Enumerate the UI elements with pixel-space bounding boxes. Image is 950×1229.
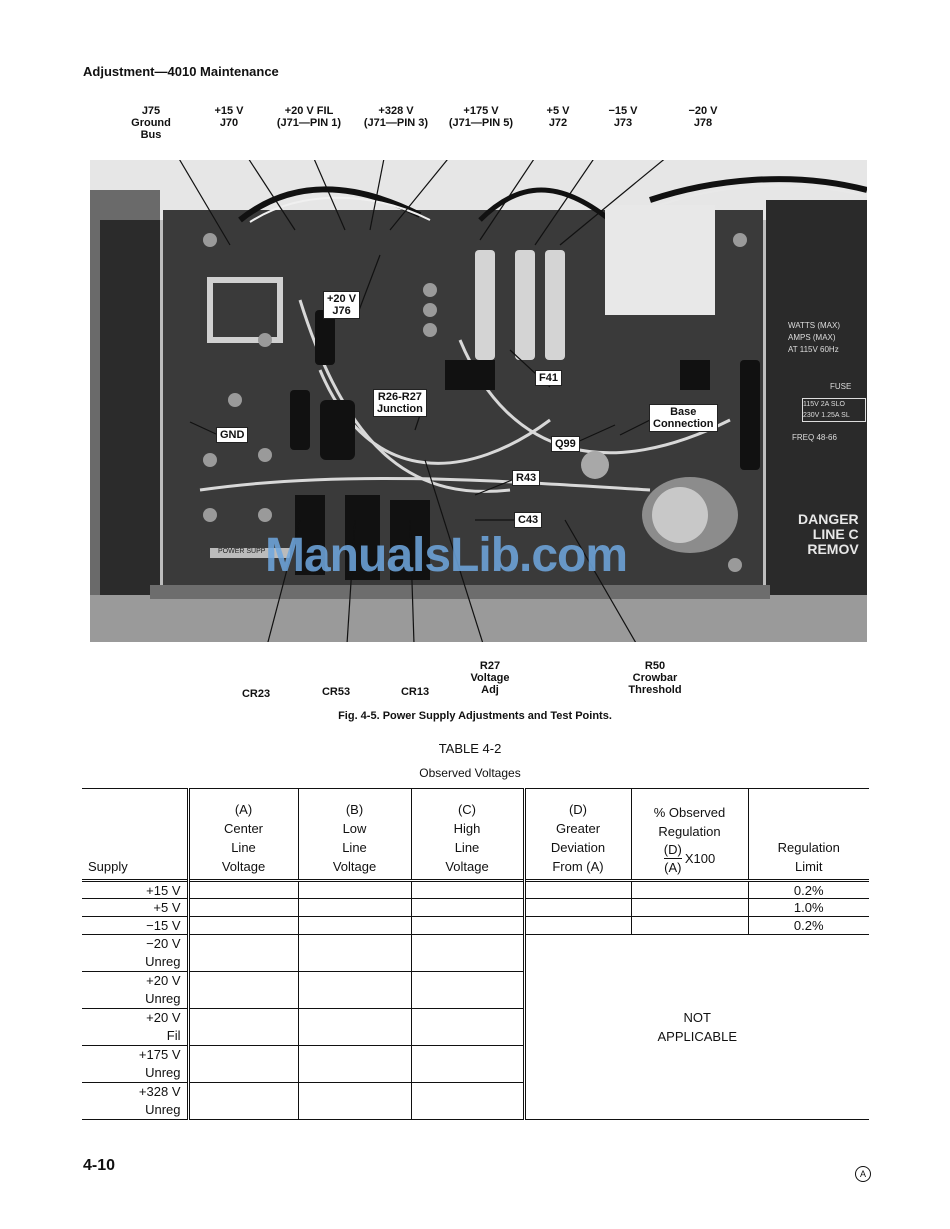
- label-line: J70: [219, 117, 239, 129]
- blank-cell: [411, 899, 524, 917]
- supply-line: +20 V: [146, 973, 181, 988]
- label-line: Threshold: [628, 684, 682, 696]
- callout-f41: F41: [535, 370, 562, 386]
- label-r50-crowbar-threshold: [628, 660, 681, 696]
- label-line: CR23: [241, 688, 271, 700]
- supply-line: −20 V: [146, 936, 181, 951]
- callout-q99: Q99: [551, 436, 580, 452]
- label-15v-j70: [214, 105, 243, 129]
- header-line: Regulation: [777, 840, 840, 855]
- callout-r43: R43: [512, 470, 540, 486]
- label-line: +20 V FIL: [284, 105, 334, 117]
- header-line: Limit: [795, 859, 823, 874]
- label-line: +5 V: [546, 105, 570, 117]
- supply-cell: [82, 1009, 188, 1046]
- blank-cell: [631, 917, 748, 935]
- label-cr23: [242, 688, 270, 700]
- header-line: Voltage: [445, 859, 489, 874]
- plate-text: DANGER: [798, 511, 859, 527]
- supply-cell: [82, 935, 188, 972]
- callout-line: Connection: [653, 418, 714, 430]
- label-line: R50: [644, 660, 666, 672]
- col-percent-regulation: [631, 789, 748, 881]
- blank-cell: [298, 881, 411, 899]
- header-line: Greater: [555, 821, 601, 836]
- callout-line: Junction: [377, 403, 423, 415]
- header-line: Line: [231, 840, 256, 855]
- label-line: +15 V: [214, 105, 244, 117]
- header-line: (B): [345, 802, 364, 817]
- callout-base-connection: [649, 404, 718, 432]
- blank-cell: [188, 917, 298, 935]
- header-line: % Observed: [653, 805, 726, 820]
- page-header: Adjustment—4010 Maintenance: [83, 64, 279, 79]
- blank-cell: [298, 899, 411, 917]
- supply-line: Unreg: [145, 1065, 181, 1080]
- label-line: Crowbar: [632, 672, 678, 684]
- blank-cell: [298, 917, 411, 935]
- header-line: Center: [223, 821, 264, 836]
- label-cr53: [322, 686, 350, 698]
- blank-cell: [411, 972, 524, 1009]
- supply-cell: [82, 1046, 188, 1083]
- label-20v-fil: [277, 105, 341, 129]
- plate-text: 115V 2A SLO: [803, 401, 845, 408]
- watermark: ManualsLib.com: [265, 529, 628, 582]
- label-line: −20 V: [688, 105, 718, 117]
- multiplier: X100: [684, 851, 716, 866]
- label-line: +175 V: [463, 105, 499, 117]
- col-center-line-voltage: [188, 789, 298, 881]
- supply-cell: +15 V: [82, 881, 188, 899]
- na-line: NOT: [683, 1010, 711, 1025]
- blank-cell: [188, 1083, 298, 1120]
- blank-cell: [188, 935, 298, 972]
- revision-mark: A: [855, 1166, 871, 1182]
- col-low-line-voltage: [298, 789, 411, 881]
- label-j75-ground-bus: [131, 105, 171, 141]
- supply-line: Unreg: [145, 991, 181, 1006]
- header-line: Voltage: [221, 859, 266, 874]
- danger-label: [798, 512, 859, 557]
- callout-line: R26-R27: [377, 391, 422, 403]
- label-line: J72: [548, 117, 568, 129]
- figure-caption: Fig. 4-5. Power Supply Adjustments and Test Points.: [338, 710, 612, 722]
- label-line: (J71—PIN 5): [448, 117, 514, 129]
- freq-text: FREQ 48-66: [792, 433, 837, 442]
- blank-cell: [411, 881, 524, 899]
- table-subtitle: Observed Voltages: [419, 766, 521, 780]
- col-supply: Supply: [82, 789, 188, 881]
- header-line: Low: [342, 821, 367, 836]
- label-line: CR53: [321, 686, 351, 698]
- table-row: [82, 935, 869, 972]
- label-line: Voltage: [470, 672, 510, 684]
- page-number: 4-10: [83, 1157, 116, 1174]
- label-line: J78: [693, 117, 713, 129]
- label-175v: [449, 105, 513, 129]
- header-line: (A): [234, 802, 253, 817]
- label-line: J75: [141, 105, 161, 117]
- supply-line: Unreg: [145, 1102, 181, 1117]
- label-line: Bus: [140, 129, 162, 141]
- blank-cell: [631, 881, 748, 899]
- label-line: R27: [479, 660, 501, 672]
- blank-cell: [298, 1009, 411, 1046]
- table-title: TABLE 4-2: [438, 741, 502, 756]
- supply-line: Fil: [166, 1028, 181, 1043]
- callout-c43: C43: [514, 512, 542, 528]
- callout-line: Base: [670, 406, 697, 418]
- rating-plate: [788, 320, 840, 356]
- col-greater-deviation: [524, 789, 631, 881]
- supply-line: Unreg: [145, 954, 181, 969]
- plate-text: AT 115V 60Hz: [788, 345, 839, 354]
- na-line: APPLICABLE: [657, 1029, 737, 1044]
- percent-formula: [638, 841, 742, 876]
- callout-j76: [323, 291, 360, 319]
- label-328v: [364, 105, 428, 129]
- label-line: Ground: [131, 117, 171, 129]
- label-5v-j72: [547, 105, 570, 129]
- blank-cell: [188, 899, 298, 917]
- label-line: Adj: [481, 684, 499, 696]
- col-high-line-voltage: [411, 789, 524, 881]
- header-line: From (A): [552, 859, 604, 874]
- plate-text: WATTS (MAX): [788, 321, 840, 330]
- callout-line: +20 V: [327, 293, 357, 305]
- label-line: (J71—PIN 1): [276, 117, 342, 129]
- supply-cell: [82, 1083, 188, 1120]
- header-line: Regulation: [658, 824, 721, 839]
- blank-cell: [188, 881, 298, 899]
- blank-cell: [411, 1009, 524, 1046]
- plate-text: 230V 1.25A SL: [803, 412, 850, 419]
- header-line: Line: [454, 840, 480, 855]
- label-r27-voltage-adj: [471, 660, 510, 696]
- table-row: [82, 881, 869, 899]
- header-line: Deviation: [550, 840, 606, 855]
- fraction-denominator: (A): [664, 860, 682, 875]
- callout-gnd: GND: [216, 427, 248, 443]
- plate-text: REMOV: [807, 541, 859, 557]
- fraction-numerator: (D): [663, 842, 682, 857]
- not-applicable-cell: [524, 935, 869, 1120]
- callout-r26-r27-junction: [373, 389, 427, 417]
- header-line: High: [453, 821, 481, 836]
- blank-cell: [411, 1046, 524, 1083]
- supply-line: +328 V: [138, 1084, 181, 1099]
- blank-cell: [188, 1009, 298, 1046]
- blank-cell: [631, 899, 748, 917]
- label-line: (J71—PIN 3): [363, 117, 429, 129]
- header-line: Line: [342, 840, 367, 855]
- fraction: [664, 841, 682, 876]
- limit-cell: 1.0%: [793, 900, 824, 915]
- supply-line: +20 V: [146, 1010, 181, 1025]
- label-minus20v-j78: [688, 105, 717, 129]
- blank-cell: [298, 935, 411, 972]
- label-cr13: [401, 686, 429, 698]
- table-row: [82, 899, 869, 917]
- blank-cell: [188, 1046, 298, 1083]
- blank-cell: [411, 1083, 524, 1120]
- blank-cell: [298, 1083, 411, 1120]
- blank-cell: [298, 972, 411, 1009]
- supply-cell: −15 V: [82, 917, 188, 935]
- table-row: [82, 917, 869, 935]
- blank-cell: [524, 917, 631, 935]
- blank-cell: [411, 935, 524, 972]
- supply-cell: +5 V: [82, 899, 188, 917]
- supply-line: +175 V: [138, 1047, 181, 1062]
- label-line: −15 V: [608, 105, 638, 117]
- board-label: POWER SUPP: [218, 548, 266, 555]
- plate-text: LINE C: [812, 526, 859, 542]
- label-minus15v-j73: [608, 105, 637, 129]
- callout-line: J76: [332, 305, 351, 317]
- blank-cell: [524, 899, 631, 917]
- blank-cell: [298, 1046, 411, 1083]
- label-line: +328 V: [378, 105, 414, 117]
- blank-cell: [524, 881, 631, 899]
- header-line: (C): [457, 802, 477, 817]
- observed-voltages-table: [82, 788, 869, 1120]
- col-regulation-limit: [748, 789, 869, 881]
- limit-cell: 0.2%: [793, 882, 824, 898]
- limit-cell: 0.2%: [793, 918, 824, 933]
- blank-cell: [411, 917, 524, 935]
- blank-cell: [188, 972, 298, 1009]
- label-line: CR13: [400, 686, 430, 698]
- plate-text: AMPS (MAX): [788, 333, 836, 342]
- header-line: Voltage: [332, 859, 377, 874]
- supply-cell: [82, 972, 188, 1009]
- header-line: (D): [568, 802, 588, 817]
- fuse-table: [802, 398, 866, 422]
- label-line: J73: [613, 117, 633, 129]
- fuse-title: FUSE: [830, 382, 852, 391]
